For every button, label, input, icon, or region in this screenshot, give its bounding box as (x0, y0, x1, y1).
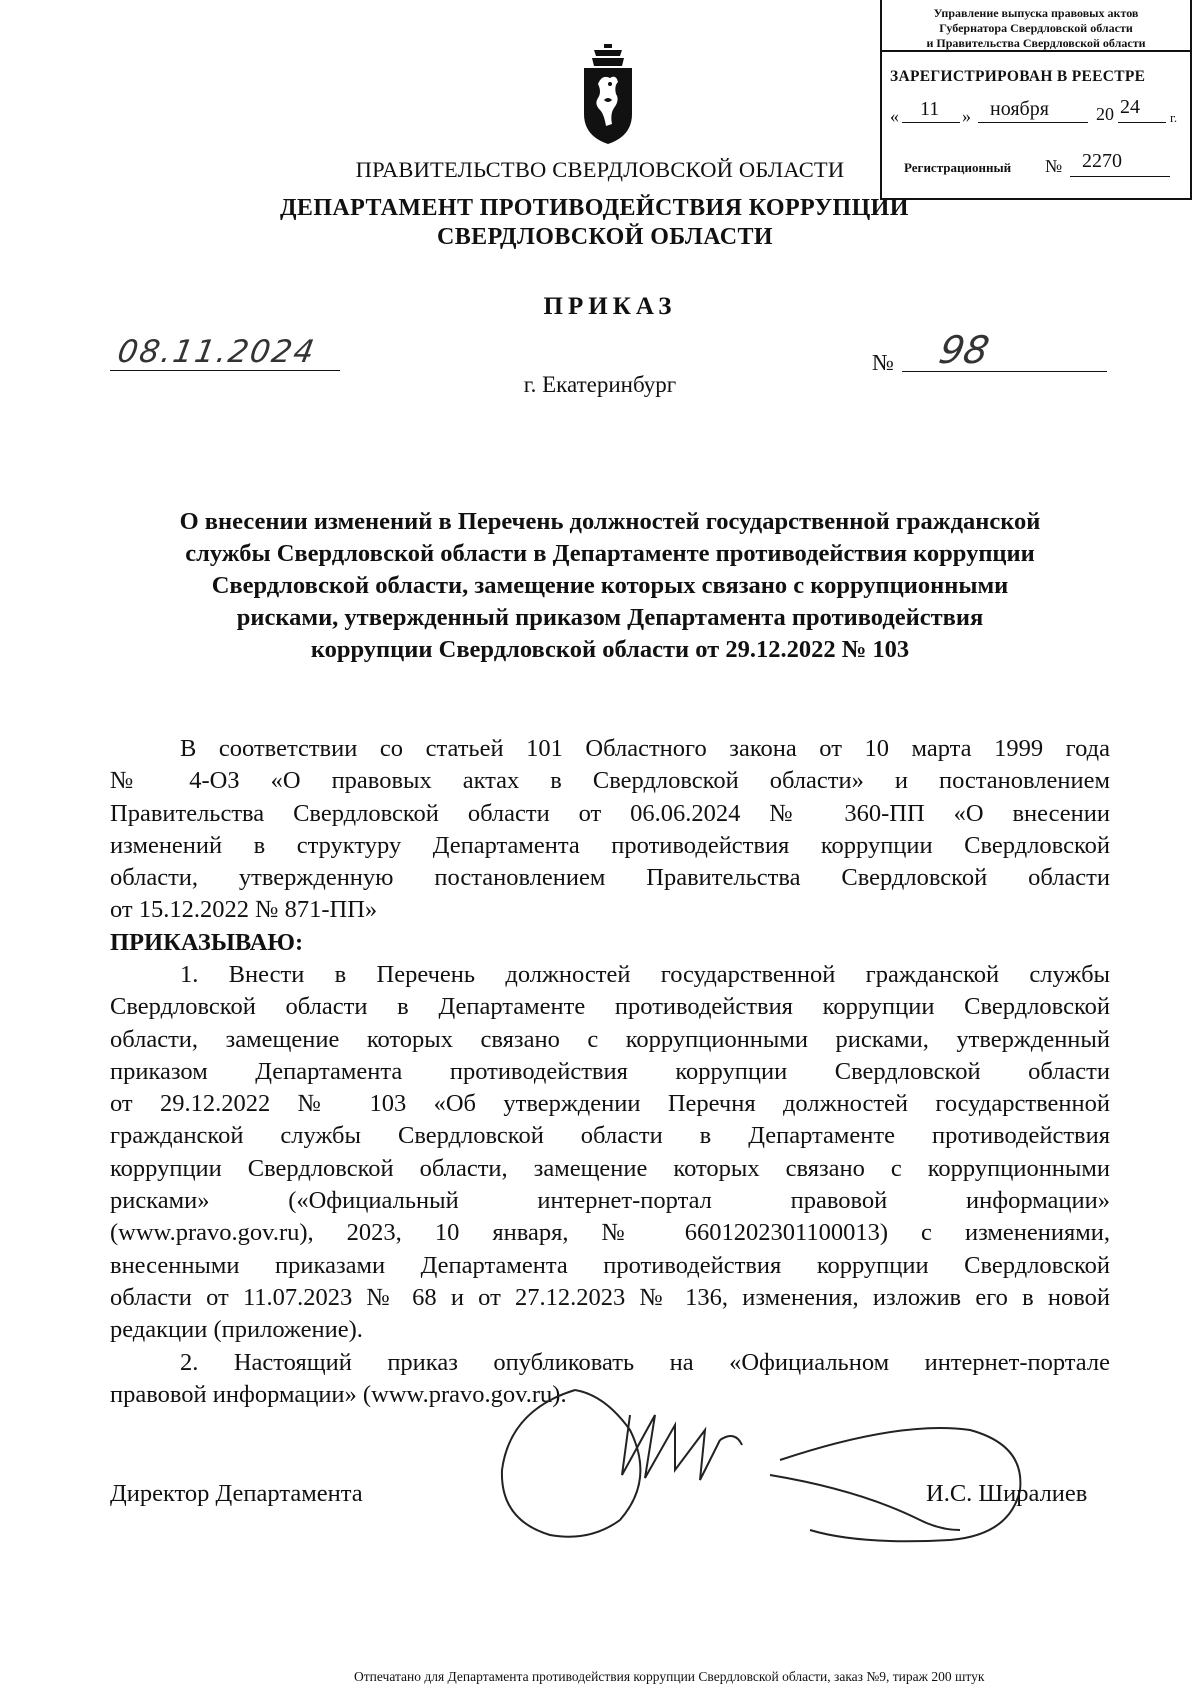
order-number-underline (902, 371, 1107, 372)
stamp-day-underline (902, 122, 960, 123)
stamp-header (882, 0, 1190, 52)
item1-line: от 29.12.2022 № 103 «Об утверждении Перечня должностей государственной (110, 1090, 1110, 1118)
item1-line: области от 11.07.2023 № 68 и от 27.12.2023 № 136, изменения, изложив его в новой (110, 1283, 1110, 1311)
stamp-month-underline (978, 122, 1088, 123)
order-date: 08.11.2024 (114, 334, 319, 370)
orders-word: ПРИКАЗЫВАЮ: (110, 928, 304, 956)
department-name-line1: ДЕПАРТАМЕНТ ПРОТИВОДЕЙСТВИЯ КОРРУПЦИИ (280, 195, 909, 221)
stamp-date (890, 98, 1186, 132)
order-item-1 (110, 959, 1110, 1347)
order-number: 98 (935, 328, 994, 372)
item1-line: рисками» («Официальный интернет-портал правовой информации» (110, 1187, 1110, 1215)
stamp-number-sign: № (1045, 156, 1063, 176)
stamp-reg-number-label: Регистрационный (904, 160, 1012, 175)
department-name-line2: СВЕРДЛОВСКОЙ ОБЛАСТИ (437, 224, 773, 250)
signatory-position: Директор Департамента (110, 1480, 363, 1507)
preamble-line: от 15.12.2022 № 871-ПП» (110, 896, 378, 924)
preamble-line: № 4-ОЗ «О правовых актах в Свердловской области» и постановлением (110, 767, 1110, 795)
item2-line: 2. Настоящий приказ опубликовать на «Официальном интернет-портале (180, 1349, 1110, 1376)
stamp-year-underline (1118, 122, 1166, 123)
print-footer: Отпечатано для Департамента противодействия коррупции Свердловской области, заказ №9, тираж 200 штук (354, 1669, 985, 1684)
title-line: О внесении изменений в Перечень должностей государственной гражданской (179, 508, 1041, 535)
handwritten-signature (480, 1370, 1040, 1550)
preamble-line: изменений в структуру Департамента противодействия коррупции Свердловской (110, 831, 1110, 859)
title-line: коррупции Свердловской области от 29.12.2022 № 103 (310, 636, 910, 663)
stamp-month: ноября (990, 98, 1049, 120)
stamp-registered-label: ЗАРЕГИСТРИРОВАН В РЕЕСТРЕ (890, 68, 1146, 85)
signatory-name: И.С. Ширалиев (926, 1480, 1088, 1507)
item1-line: области, замещение которых связано с коррупционными рисками, утвержденный (110, 1025, 1110, 1053)
preamble-line: В соответствии со статьей 101 Областного закона от 10 марта 1999 года (180, 735, 1110, 762)
item1-line: (www.pravo.gov.ru), 2023, 10 января, № 6601202301100013) с изменениями, (110, 1219, 1110, 1247)
title-line: рисками, утвержденный приказом Департамента противодействия (236, 604, 984, 631)
stamp-header-line: Губернатора Свердловской области (939, 21, 1133, 35)
preamble-line: Правительства Свердловской области от 06.06.2024 № 360-ПП «О внесении (110, 799, 1110, 827)
stamp-reg-number: 2270 (1082, 150, 1122, 172)
sverdlovsk-coat-of-arms-icon (580, 44, 636, 144)
item1-line: гражданской службы Свердловской области в Департаменте противодействия (110, 1122, 1110, 1150)
item1-line: Свердловской области в Департаменте противодействия коррупции Свердловской (110, 993, 1110, 1021)
stamp-date-open-quote: « (890, 106, 899, 126)
stamp-year-prefix: 20 (1096, 104, 1114, 124)
government-name: ПРАВИТЕЛЬСТВО СВЕРДЛОВСКОЙ ОБЛАСТИ (355, 157, 845, 182)
stamp-day: 11 (920, 98, 940, 120)
document-type: ПРИКАЗ (543, 293, 677, 320)
item1-line: редакции (приложение). (110, 1316, 363, 1344)
document-title (100, 506, 1120, 666)
order-date-underline (110, 370, 340, 371)
stamp-header-line: и Правительства Свердловской области (926, 36, 1146, 50)
order-number-sign: № (872, 350, 894, 375)
item1-line: 1. Внести в Перечень должностей государственной гражданской службы (180, 961, 1110, 988)
item1-line: внесенными приказами Департамента противодействия коррупции Свердловской (110, 1251, 1110, 1279)
item1-line: приказом Департамента противодействия коррупции Свердловской области (110, 1057, 1110, 1085)
stamp-year-suffix: 24 (1120, 96, 1140, 118)
stamp-year-unit: г. (1170, 110, 1178, 125)
item1-line: коррупции Свердловской области, замещение которых связано с коррупционными (110, 1154, 1110, 1182)
title-line: Свердловской области, замещение которых связано с коррупционными (211, 572, 1009, 599)
stamp-date-close-quote: » (962, 106, 971, 126)
city: г. Екатеринбург (523, 372, 677, 397)
title-line: службы Свердловской области в Департаменте противодействия коррупции (185, 540, 1035, 567)
preamble-line: области, утвержденную постановлением Правительства Свердловской области (110, 864, 1110, 892)
preamble (110, 733, 1110, 959)
item2-line: правовой информации» (www.pravo.gov.ru). (110, 1381, 567, 1409)
stamp-header-line: Управление выпуска правовых актов (933, 6, 1139, 20)
